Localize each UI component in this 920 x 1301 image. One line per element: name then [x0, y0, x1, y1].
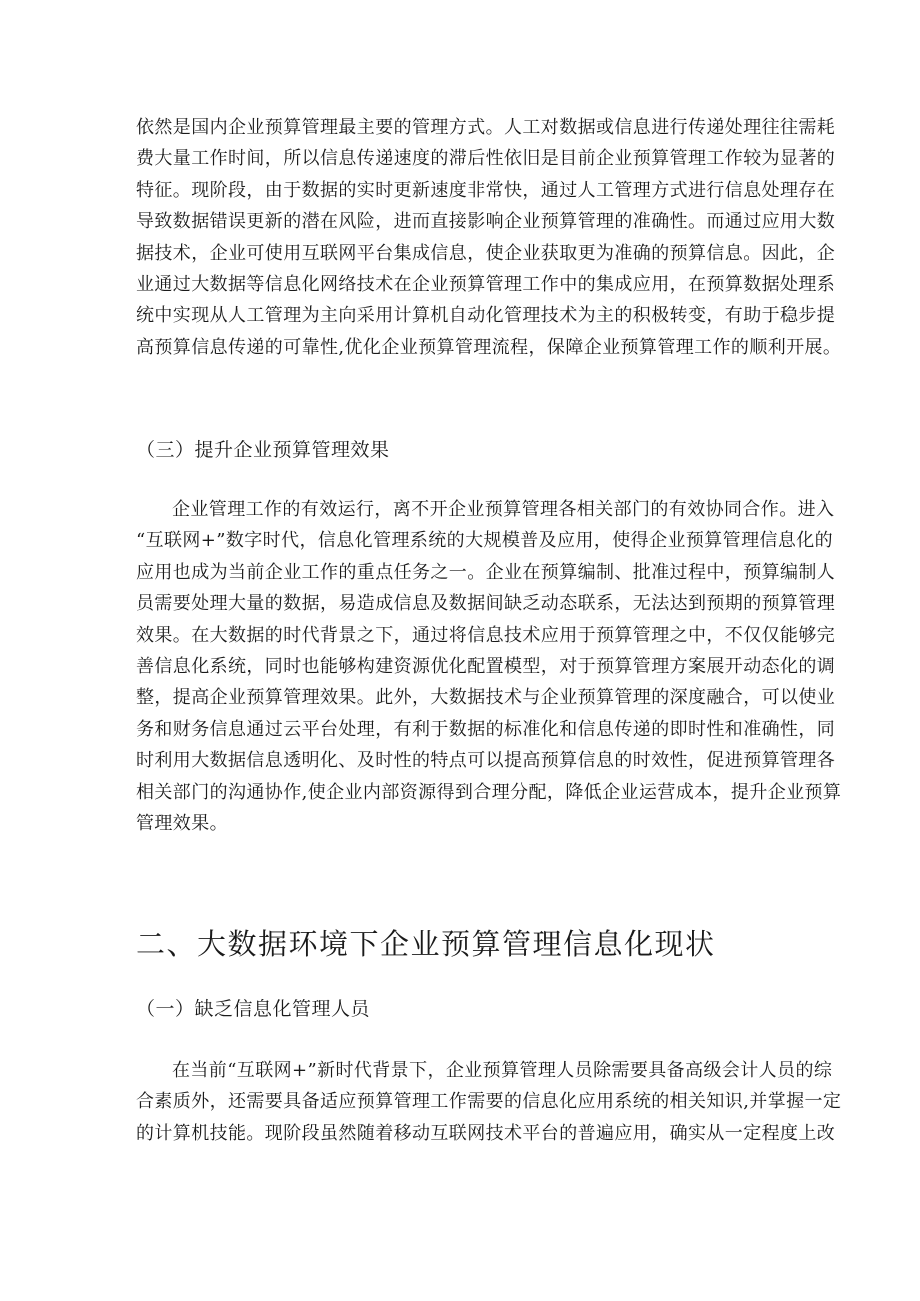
- subheading-1: （一）缺乏信息化管理人员: [136, 998, 371, 1020]
- paragraph-line: “互联网+”数字时代，信息化管理系统的大规模普及应用，使得企业预算管理信息化的: [136, 530, 834, 552]
- paragraph-line: 整，提高企业预算管理效果。此外，大数据技术与企业预算管理的深度融合，可以使业: [136, 687, 836, 709]
- paragraph-line: 特征。现阶段，由于数据的实时更新速度非常快，通过人工管理方式进行信息处理存在: [136, 179, 836, 201]
- paragraph-line: 善信息化系统，同时也能够构建资源优化配置模型，对于预算管理方案展开动态化的调: [136, 655, 836, 677]
- paragraph-2: [136, 494, 842, 839]
- paragraph-line: 导致数据错误更新的潜在风险，进而直接影响企业预算管理的准确性。而通过应用大数: [136, 211, 836, 233]
- section-heading-2: 二、大数据环境下企业预算管理信息化现状: [136, 927, 716, 961]
- paragraph-line: 据技术，企业可使用互联网平台集成信息，使企业获取更为准确的预算信息。因此，企: [136, 242, 836, 264]
- paragraph-line: 企业管理工作的有效运行，离不开企业预算管理各相关部门的有效协同合作。进入: [172, 499, 835, 520]
- paragraph-line: 费大量工作时间，所以信息传递速度的滞后性依旧是目前企业预算管理工作较为显著的: [136, 148, 836, 170]
- paragraph-line: 时利用大数据信息透明化、及时性的特点可以提高预算信息的时效性，促进预算管理各: [136, 750, 836, 772]
- paragraph-1: [136, 112, 842, 363]
- paragraph-line: 应用也成为当前企业工作的重点任务之一。企业在预算编制、批准过程中，预算编制人: [136, 561, 836, 583]
- paragraph-line: 员需要处理大量的数据，易造成信息及数据间缺乏动态联系，无法达到预期的预算管理: [136, 593, 836, 615]
- paragraph-line: 业通过大数据等信息化网络技术在企业预算管理工作中的集成应用，在预算数据处理系: [136, 273, 836, 295]
- subheading-3: （三）提升企业预算管理效果: [136, 439, 390, 461]
- paragraph-line: 依然是国内企业预算管理最主要的管理方式。人工对数据或信息进行传递处理往往需耗: [136, 117, 836, 138]
- paragraph-line: 合素质外，还需要具备适应预算管理工作需要的信息化应用系统的相关知识,并掌握一定: [136, 1091, 842, 1113]
- paragraph-3: [136, 1055, 842, 1149]
- paragraph-line: 在当前“互联网+”新时代背景下，企业预算管理人员除需要具备高级会计人员的综: [172, 1060, 833, 1081]
- paragraph-line: 的计算机技能。现阶段虽然随着移动互联网技术平台的普遍应用，确实从一定程度上改: [136, 1122, 836, 1144]
- paragraph-line: 效果。在大数据的时代背景之下，通过将信息技术应用于预算管理之中，不仅仅能够完: [136, 624, 836, 646]
- paragraph-line: 管理效果。: [136, 812, 228, 834]
- paragraph-line: 相关部门的沟通协作,使企业内部资源得到合理分配，降低企业运营成本，提升企业预算: [136, 781, 842, 803]
- paragraph-line: 统中实现从人工管理为主向采用计算机自动化管理技术为主的积极转变，有助于稳步提: [136, 305, 836, 327]
- paragraph-line: 高预算信息传递的可靠性,优化企业预算管理流程，保障企业预算管理工作的顺利开展。: [136, 336, 842, 358]
- paragraph-line: 务和财务信息通过云平台处理，有利于数据的标准化和信息传递的即时性和准确性，同: [136, 718, 836, 740]
